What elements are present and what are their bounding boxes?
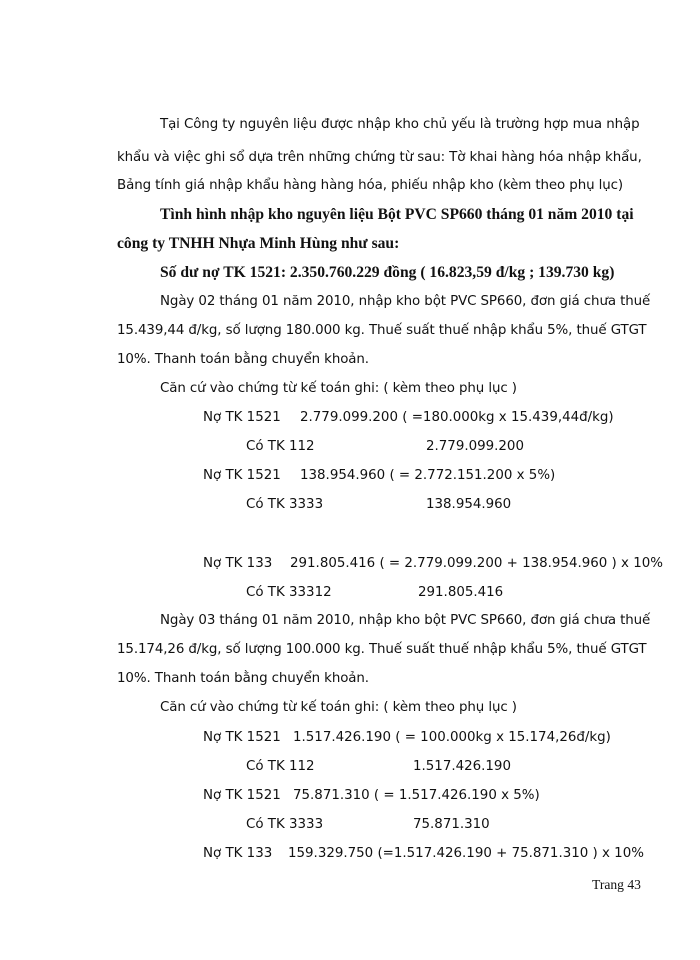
entry2-line-3: 10%. Thanh toán bằng chuyển khoản. xyxy=(117,671,369,686)
journal2-row-3-amount: 75.871.310 ( = 1.517.426.190 x 5%) xyxy=(293,788,540,803)
journal2-row-4-label: Có TK 3333 xyxy=(246,817,324,832)
journal1-row-1-amount: 2.779.099.200 ( =180.000kg x 15.439,44đ/kg) xyxy=(300,410,614,425)
journal2-row-4-amount: 75.871.310 xyxy=(413,817,490,832)
entry1-line-3: 10%. Thanh toán bằng chuyển khoản. xyxy=(117,352,369,367)
journal2-row-5-label: Nợ TK 133 xyxy=(203,846,273,861)
entry2-line-1: Ngày 03 tháng 01 năm 2010, nhập kho bột PVC SP660, đơn giá chưa thuế xyxy=(160,613,651,628)
journal1-row-5-label: Nợ TK 133 xyxy=(203,556,273,571)
heading-line-2: công ty TNHH Nhựa Minh Hùng như sau: xyxy=(117,235,400,252)
intro-line-1-text: Tại Công ty nguyên liệu được nhập kho chủ yếu là trường hợp mua nhập xyxy=(160,117,640,132)
entry2-line-2: 15.174,26 đ/kg, số lượng 100.000 kg. Thuế suất thuế nhập khẩu 5%, thuế GTGT xyxy=(117,642,647,657)
intro-line-1 xyxy=(160,116,640,134)
journal1-row-1-label: Nợ TK 1521 xyxy=(203,410,281,425)
journal2-row-2-amount: 1.517.426.190 xyxy=(413,759,511,774)
entry1-line-2: 15.439,44 đ/kg, số lượng 180.000 kg. Thuế suất thuế nhập khẩu 5%, thuế GTGT xyxy=(117,323,647,338)
journal1-row-6-label: Có TK 33312 xyxy=(246,585,332,600)
journal2-row-5-amount: 159.329.750 (=1.517.426.190 + 75.871.310 ) x 10% xyxy=(288,846,644,861)
journal1-row-4-amount: 138.954.960 xyxy=(426,497,512,512)
heading-line-1: Tình hình nhập kho nguyên liệu Bột PVC SP660 tháng 01 năm 2010 tại xyxy=(160,206,634,223)
journal1-row-2-amount: 2.779.099.200 xyxy=(426,439,524,454)
journal1-row-3-amount: 138.954.960 ( = 2.772.151.200 x 5%) xyxy=(300,468,556,483)
intro-line-2: khẩu và việc ghi sổ dựa trên những chứng từ sau: Tờ khai hàng hóa nhập khẩu, xyxy=(117,150,642,165)
opening-balance: Số dư nợ TK 1521: 2.350.760.229 đồng ( 16.823,59 đ/kg ; 139.730 kg) xyxy=(160,264,615,281)
journal1-row-2-label: Có TK 112 xyxy=(246,439,315,454)
journal1-row-5-amount: 291.805.416 ( = 2.779.099.200 + 138.954.960 ) x 10% xyxy=(290,556,663,571)
journal2-row-3-label: Nợ TK 1521 xyxy=(203,788,281,803)
journal2-row-1-amount: 1.517.426.190 ( = 100.000kg x 15.174,26đ/kg) xyxy=(293,730,611,745)
basis-2: Căn cứ vào chứng từ kế toán ghi: ( kèm theo phụ lục ) xyxy=(160,700,517,715)
basis-1: Căn cứ vào chứng từ kế toán ghi: ( kèm theo phụ lục ) xyxy=(160,381,517,396)
journal2-row-1-label: Nợ TK 1521 xyxy=(203,730,281,745)
journal1-row-3-label: Nợ TK 1521 xyxy=(203,468,281,483)
journal1-row-4-label: Có TK 3333 xyxy=(246,497,324,512)
entry1-line-1: Ngày 02 tháng 01 năm 2010, nhập kho bột PVC SP660, đơn giá chưa thuế xyxy=(160,294,651,309)
journal2-row-2-label: Có TK 112 xyxy=(246,759,315,774)
journal1-row-6-amount: 291.805.416 xyxy=(418,585,504,600)
intro-line-3: Bảng tính giá nhập khẩu hàng hàng hóa, phiếu nhập kho (kèm theo phụ lục) xyxy=(117,178,624,193)
page-number: Trang 43 xyxy=(592,877,641,892)
